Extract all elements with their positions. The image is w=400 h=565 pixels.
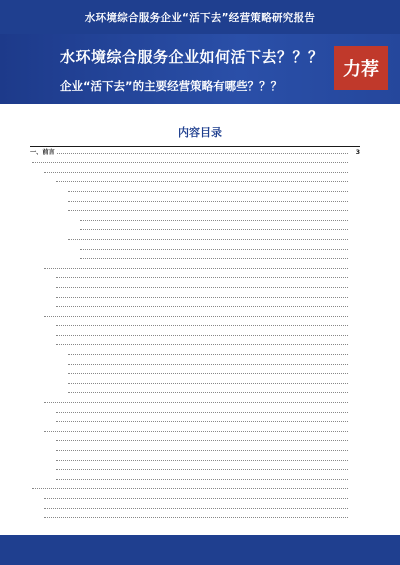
toc-leader-dots <box>56 469 348 470</box>
toc-entry-page: 3 <box>355 148 360 156</box>
toc-leader-dots <box>68 392 348 393</box>
toc-leader-dots <box>68 239 348 240</box>
toc-entry[interactable] <box>30 146 360 156</box>
toc-entry[interactable] <box>30 424 360 434</box>
toc-entry[interactable] <box>30 347 360 357</box>
toc-entry[interactable] <box>30 443 360 453</box>
toc-leader-dots <box>56 297 348 298</box>
toc-leader-dots <box>56 421 348 422</box>
toc-leader-dots <box>68 191 348 192</box>
toc-leader-dots <box>56 181 348 182</box>
toc-leader-dots <box>80 229 348 230</box>
report-banner-title: 水环境综合服务企业“活下去”经营策略研究报告 <box>84 11 316 24</box>
hero-headline: 水环境综合服务企业如何活下去？？？ <box>60 48 324 66</box>
toc-entry[interactable] <box>30 204 360 214</box>
toc-leader-dots <box>32 488 348 489</box>
toc-entry[interactable] <box>30 309 360 319</box>
toc-entry[interactable] <box>30 271 360 281</box>
toc-leader-dots <box>44 498 348 499</box>
toc-leader-dots <box>68 364 348 365</box>
toc-leader-dots <box>44 517 348 518</box>
toc-entry[interactable] <box>30 501 360 511</box>
toc-leader-dots <box>56 287 348 288</box>
toc-entry[interactable] <box>30 463 360 473</box>
toc-leader-dots <box>44 268 348 269</box>
toc-leader-dots <box>56 344 348 345</box>
toc-leader-dots <box>68 210 348 211</box>
toc-entry[interactable] <box>30 156 360 166</box>
toc-leader-dots <box>80 249 348 250</box>
toc-leader-dots <box>56 335 348 336</box>
toc-entry[interactable] <box>30 194 360 204</box>
toc-entry[interactable] <box>30 242 360 252</box>
toc-entry[interactable] <box>30 357 360 367</box>
toc-leader-dots <box>44 508 348 509</box>
report-banner <box>0 0 400 34</box>
toc-leader-dots <box>56 440 348 441</box>
toc-leader-dots <box>56 306 348 307</box>
toc-entry[interactable] <box>30 386 360 396</box>
toc-entry[interactable] <box>30 175 360 185</box>
hero-section <box>0 34 400 104</box>
toc-leader-dots <box>56 450 348 451</box>
toc-entry[interactable] <box>30 415 360 425</box>
page-footer <box>0 535 400 565</box>
toc-entry[interactable] <box>30 165 360 175</box>
toc-entry[interactable] <box>30 472 360 482</box>
toc-entry[interactable] <box>30 376 360 386</box>
toc-entry[interactable] <box>30 290 360 300</box>
toc-leader-dots <box>32 162 348 163</box>
toc-leader-dots <box>44 316 348 317</box>
hero-subheadline: 企业“活下去”的主要经营策略有哪些？？？ <box>60 79 283 93</box>
toc-entry[interactable] <box>30 252 360 262</box>
toc-entry[interactable] <box>30 319 360 329</box>
toc-entry-text: 一、前言 <box>30 148 55 156</box>
toc-leader-dots <box>44 172 348 173</box>
toc-entry[interactable] <box>30 338 360 348</box>
toc-leader-dots <box>68 373 348 374</box>
toc-entry[interactable] <box>30 300 360 310</box>
toc-title: 内容目录 <box>178 126 222 139</box>
toc-entry[interactable] <box>30 261 360 271</box>
toc-leader-dots <box>80 220 348 221</box>
toc-entry[interactable] <box>30 405 360 415</box>
toc-entry[interactable] <box>30 184 360 194</box>
toc-entry[interactable] <box>30 223 360 233</box>
toc-entry[interactable] <box>30 395 360 405</box>
toc-leader-dots <box>57 153 348 154</box>
toc-leader-dots <box>44 431 348 432</box>
toc-entry[interactable] <box>30 280 360 290</box>
toc-leader-dots <box>80 258 348 259</box>
table-of-contents <box>30 146 360 526</box>
toc-leader-dots <box>68 354 348 355</box>
toc-entry[interactable] <box>30 482 360 492</box>
toc-entry[interactable] <box>30 367 360 377</box>
toc-leader-dots <box>56 325 348 326</box>
toc-entry[interactable] <box>30 232 360 242</box>
toc-leader-dots <box>68 383 348 384</box>
toc-leader-dots <box>56 460 348 461</box>
toc-leader-dots <box>44 402 348 403</box>
toc-leader-dots <box>56 412 348 413</box>
toc-entry[interactable] <box>30 328 360 338</box>
toc-entry[interactable] <box>30 434 360 444</box>
toc-leader-dots <box>68 201 348 202</box>
brand-badge: 力荐 <box>334 46 388 90</box>
toc-leader-dots <box>56 277 348 278</box>
toc-entry[interactable] <box>30 213 360 223</box>
toc-leader-dots <box>56 479 348 480</box>
toc-entry[interactable] <box>30 491 360 501</box>
toc-entry[interactable] <box>30 511 360 521</box>
toc-entry[interactable] <box>30 453 360 463</box>
